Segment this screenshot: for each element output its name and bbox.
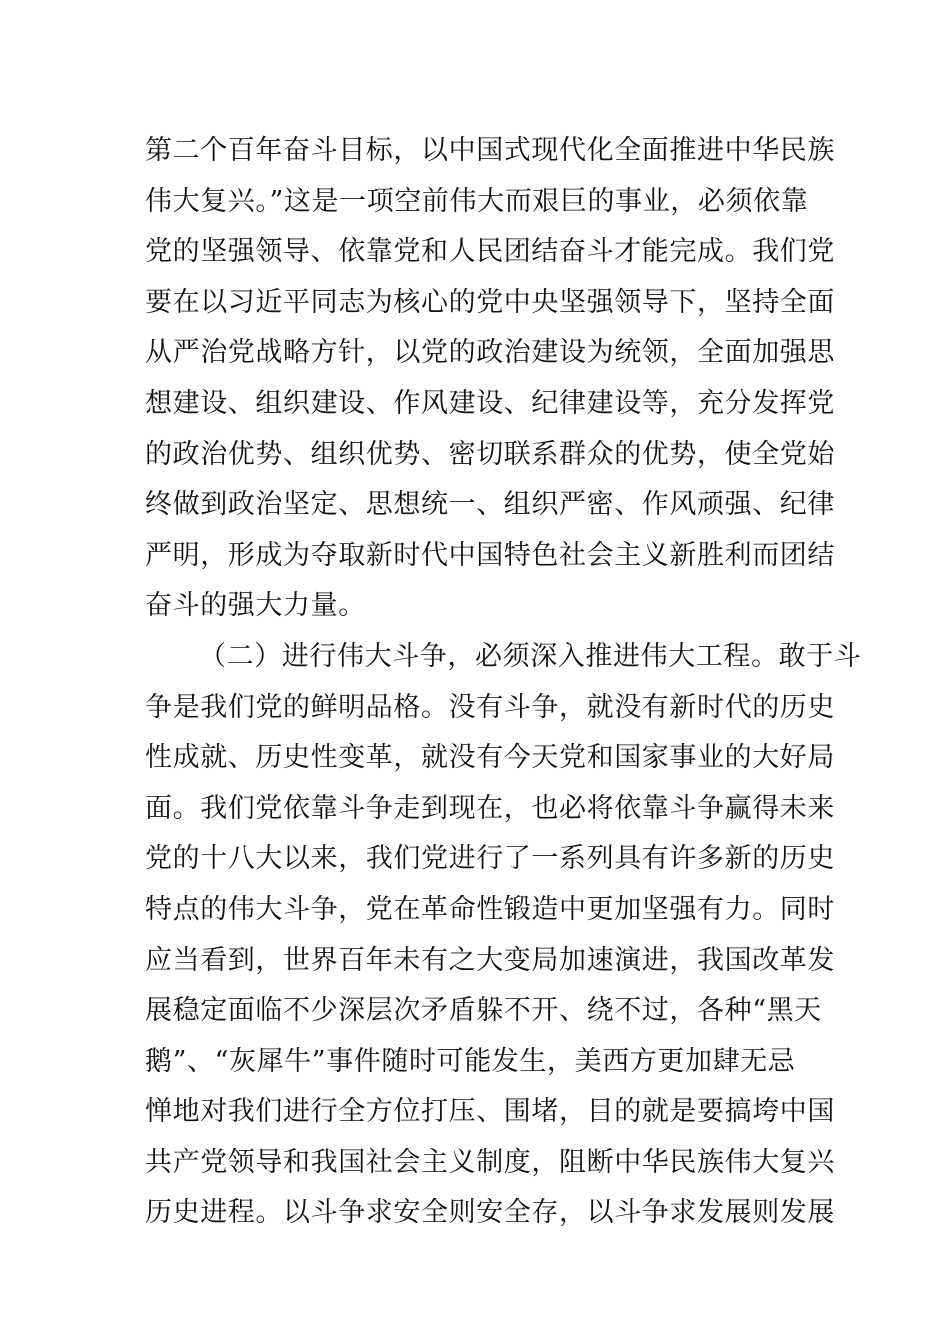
paragraph-line: 面。我们党依靠斗争走到现在，也必将依靠斗争赢得未来 <box>145 792 835 824</box>
paragraph-line: 应当看到，世界百年未有之大变局加速演进，我国改革发 <box>145 944 835 976</box>
paragraph-line: 党的十八大以来，我们党进行了一系列具有许多新的历史 <box>145 843 835 875</box>
paragraph-line: 历史进程。以斗争求安全则安全存，以斗争求发展则发展 <box>145 1197 835 1229</box>
paragraph-line: 惮地对我们进行全方位打压、围堵，目的就是要搞垮中国 <box>145 1096 835 1128</box>
paragraph-line: 鹅”、“灰犀牛”事件随时可能发生，美西方更加肆无忌 <box>145 1045 796 1077</box>
paragraph-line: 要在以习近平同志为核心的党中央坚强领导下，坚持全面 <box>145 286 835 318</box>
paragraph-line: 终做到政治坚定、思想统一、组织严密、作风顽强、纪律 <box>145 489 835 521</box>
paragraph-line: 性成就、历史性变革，就没有今天党和国家事业的大好局 <box>145 742 835 774</box>
paragraph-line: 想建设、组织建设、作风建设、纪律建设等，充分发挥党 <box>145 387 835 419</box>
body-text <box>145 126 862 1239</box>
paragraph-line: 伟大复兴。”这是一项空前伟大而艰巨的事业，必须依靠 <box>145 185 809 217</box>
paragraph-line: 党的坚强领导、依靠党和人民团结奋斗才能完成。我们党 <box>145 236 835 268</box>
paragraph-line: 第二个百年奋斗目标，以中国式现代化全面推进中华民族 <box>145 135 835 166</box>
paragraph-line: 共产党领导和我国社会主义制度，阻断中华民族伟大复兴 <box>145 1146 835 1178</box>
paragraph-2 <box>145 632 862 1239</box>
paragraph-line: 从严治党战略方针，以党的政治建设为统领，全面加强思 <box>145 337 835 369</box>
paragraph-line: （二）进行伟大斗争，必须深入推进伟大工程。敢于斗 <box>199 640 862 672</box>
paragraph-line: 的政治优势、组织优势、密切联系群众的优势，使全党始 <box>145 438 835 470</box>
paragraph-1 <box>145 126 835 632</box>
paragraph-line: 展稳定面临不少深层次矛盾躲不开、绕不过，各种“黑天 <box>145 995 822 1027</box>
paragraph-line: 奋斗的强大力量。 <box>145 590 366 622</box>
paragraph-line: 争是我们党的鲜明品格。没有斗争，就没有新时代的历史 <box>145 691 835 723</box>
paragraph-line: 严明，形成为夺取新时代中国特色社会主义新胜利而团结 <box>145 539 835 571</box>
paragraph-line: 特点的伟大斗争，党在革命性锻造中更加坚强有力。同时 <box>145 893 835 925</box>
